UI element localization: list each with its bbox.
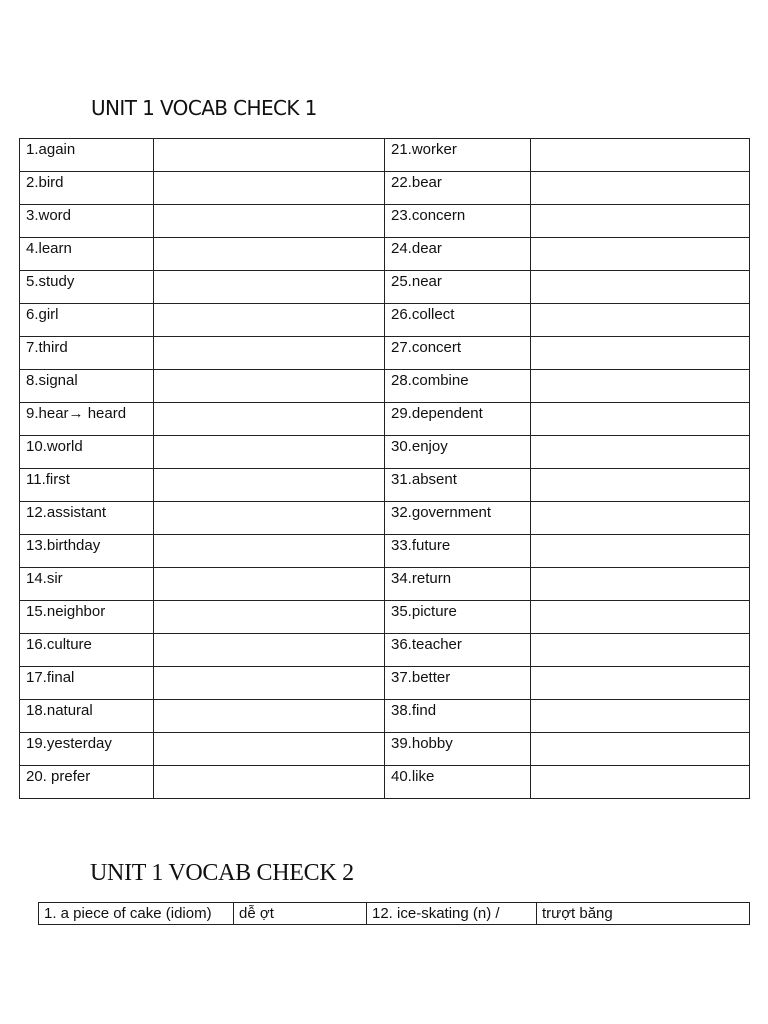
answer-cell[interactable] xyxy=(531,469,750,502)
answer-cell[interactable] xyxy=(531,601,750,634)
vocab-term-cell: 1. a piece of cake (idiom) xyxy=(39,903,234,925)
answer-cell[interactable] xyxy=(154,436,385,469)
vocab-word-cell: 26.collect xyxy=(385,304,531,337)
vocab-word-cell: 7.third xyxy=(20,337,154,370)
vocab-word-cell: 6.girl xyxy=(20,304,154,337)
answer-cell[interactable] xyxy=(531,172,750,205)
table-row xyxy=(20,667,750,700)
answer-cell[interactable] xyxy=(154,205,385,238)
answer-cell[interactable] xyxy=(154,568,385,601)
vocab-word-cell: 10.world xyxy=(20,436,154,469)
answer-cell[interactable] xyxy=(154,469,385,502)
answer-cell[interactable] xyxy=(531,568,750,601)
answer-cell[interactable] xyxy=(531,271,750,304)
vocab-word-cell: 39.hobby xyxy=(385,733,531,766)
answer-cell[interactable] xyxy=(531,403,750,436)
table-row xyxy=(20,337,750,370)
vocab-word-cell: 37.better xyxy=(385,667,531,700)
table-row xyxy=(20,436,750,469)
answer-cell[interactable] xyxy=(154,271,385,304)
vocab-word-cell xyxy=(20,403,154,436)
vocab-word-cell: 11.first xyxy=(20,469,154,502)
vocab-word-cell: 5.study xyxy=(20,271,154,304)
table-row xyxy=(20,502,750,535)
table-row xyxy=(20,172,750,205)
answer-cell[interactable] xyxy=(531,667,750,700)
answer-cell[interactable] xyxy=(531,304,750,337)
vocab-word-cell: 33.future xyxy=(385,535,531,568)
table-row xyxy=(20,271,750,304)
table-row xyxy=(20,535,750,568)
vocab-meaning-cell: dễ ợt xyxy=(234,903,367,925)
answer-cell[interactable] xyxy=(531,502,750,535)
table-row xyxy=(20,304,750,337)
vocab-meaning-cell: trượt băng xyxy=(537,903,750,925)
vocab-word-cell: 17.final xyxy=(20,667,154,700)
vocab-word-cell: 21.worker xyxy=(385,139,531,172)
vocab-word-cell: 25.near xyxy=(385,271,531,304)
vocab-word-cell: 13.birthday xyxy=(20,535,154,568)
vocab-word-cell: 8.signal xyxy=(20,370,154,403)
table-row xyxy=(20,733,750,766)
answer-cell[interactable] xyxy=(154,370,385,403)
answer-cell[interactable] xyxy=(154,601,385,634)
vocab-word-cell: 27.concert xyxy=(385,337,531,370)
table-row xyxy=(20,766,750,799)
answer-cell[interactable] xyxy=(531,370,750,403)
table-row xyxy=(39,903,750,925)
answer-cell[interactable] xyxy=(154,766,385,799)
table-row xyxy=(20,700,750,733)
vocab-word-cell: 1.again xyxy=(20,139,154,172)
vocab-word-cell: 2.bird xyxy=(20,172,154,205)
vocab-word-cell: 4.learn xyxy=(20,238,154,271)
page-title-vocab-check-1: UNIT 1 VOCAB CHECK 1 xyxy=(91,96,317,120)
vocab-word-cell: 32.government xyxy=(385,502,531,535)
vocab-word-cell: 36.teacher xyxy=(385,634,531,667)
answer-cell[interactable] xyxy=(154,238,385,271)
answer-cell[interactable] xyxy=(154,502,385,535)
answer-cell[interactable] xyxy=(531,634,750,667)
table-row xyxy=(20,634,750,667)
vocab-word-cell: 34.return xyxy=(385,568,531,601)
vocab-check-2-body xyxy=(39,903,750,925)
vocab-word-cell: 28.combine xyxy=(385,370,531,403)
vocab-term-cell: 12. ice-skating (n) / xyxy=(367,903,537,925)
vocab-word-cell: 14.sir xyxy=(20,568,154,601)
vocab-word: 9.hear xyxy=(26,405,69,422)
vocab-word-cell: 16.culture xyxy=(20,634,154,667)
vocab-check-2-table xyxy=(38,902,750,925)
answer-cell[interactable] xyxy=(154,535,385,568)
vocab-word-past: heard xyxy=(83,405,127,422)
vocab-check-1-table xyxy=(19,138,750,799)
table-row xyxy=(20,139,750,172)
vocab-word-cell: 35.picture xyxy=(385,601,531,634)
answer-cell[interactable] xyxy=(154,172,385,205)
table-row xyxy=(20,601,750,634)
answer-cell[interactable] xyxy=(154,700,385,733)
answer-cell[interactable] xyxy=(154,667,385,700)
table-row xyxy=(20,205,750,238)
vocab-word-cell: 40.like xyxy=(385,766,531,799)
answer-cell[interactable] xyxy=(154,337,385,370)
answer-cell[interactable] xyxy=(531,139,750,172)
vocab-word-cell: 31.absent xyxy=(385,469,531,502)
vocab-word-cell: 38.find xyxy=(385,700,531,733)
table-row xyxy=(20,568,750,601)
answer-cell[interactable] xyxy=(154,304,385,337)
vocab-word-cell: 30.enjoy xyxy=(385,436,531,469)
vocab-word-cell: 12.assistant xyxy=(20,502,154,535)
vocab-word-cell: 18.natural xyxy=(20,700,154,733)
vocab-word-cell: 19.yesterday xyxy=(20,733,154,766)
answer-cell[interactable] xyxy=(531,733,750,766)
answer-cell[interactable] xyxy=(531,337,750,370)
vocab-word-cell: 29.dependent xyxy=(385,403,531,436)
answer-cell[interactable] xyxy=(531,700,750,733)
table-row xyxy=(20,238,750,271)
arrow-right-icon: → xyxy=(68,405,84,422)
vocab-word-cell: 22.bear xyxy=(385,172,531,205)
answer-cell[interactable] xyxy=(154,634,385,667)
answer-cell[interactable] xyxy=(154,733,385,766)
page-title-vocab-check-2: UNIT 1 VOCAB CHECK 2 xyxy=(90,860,354,886)
answer-cell[interactable] xyxy=(531,205,750,238)
answer-cell[interactable] xyxy=(531,436,750,469)
table-row xyxy=(20,469,750,502)
answer-cell[interactable] xyxy=(531,238,750,271)
answer-cell[interactable] xyxy=(154,403,385,436)
answer-cell[interactable] xyxy=(531,535,750,568)
vocab-word-cell: 15.neighbor xyxy=(20,601,154,634)
vocab-word-cell: 3.word xyxy=(20,205,154,238)
answer-cell[interactable] xyxy=(154,139,385,172)
vocab-check-1-body xyxy=(20,139,750,799)
answer-cell[interactable] xyxy=(531,766,750,799)
vocab-word-cell: 24.dear xyxy=(385,238,531,271)
vocab-word-cell: 23.concern xyxy=(385,205,531,238)
table-row xyxy=(20,403,750,436)
vocab-word-cell: 20. prefer xyxy=(20,766,154,799)
table-row xyxy=(20,370,750,403)
